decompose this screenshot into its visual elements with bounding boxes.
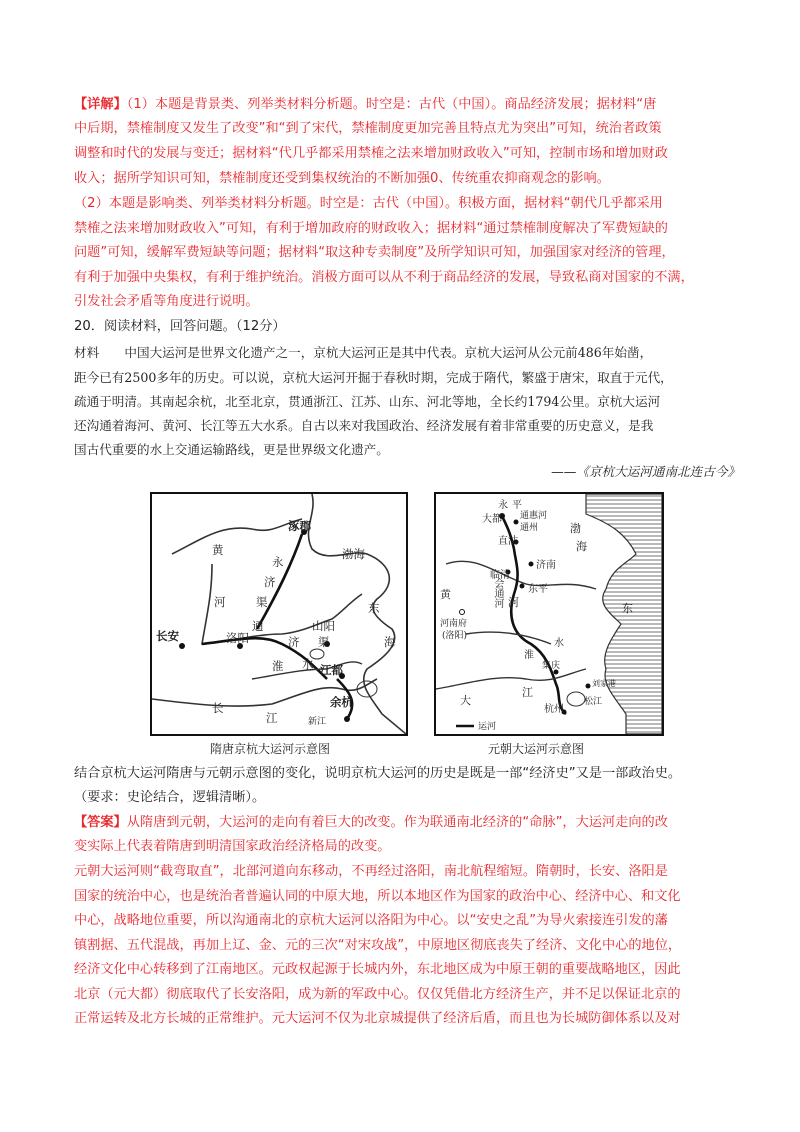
map1-label-qu2: 渠 [318, 635, 330, 649]
map1-label-ji: 济 [264, 575, 276, 589]
map1-label-yong: 永 [272, 555, 284, 569]
detail-line-1: 【详解】（1）本题是背景类、列举类材料分析题。时空是：古代（中国）。商品经济发展；据材料“唐 [74, 97, 657, 112]
map-yuan [434, 492, 664, 736]
map1-label-qu: 渠 [256, 595, 268, 609]
material-line-3: 疏通于明清。其南起余杭，北至北京，贯通浙江、江苏、山东、河北等地，全长约1794公里。京杭大运河 [74, 394, 661, 409]
answer-line-8: 北京（元大都）彻底取代了长安洛阳，成为新的军政中心。仅仅凭借北方经济生产，并不足以保证北京的 [74, 987, 681, 1002]
map2-label-shui: 水 [554, 638, 564, 649]
map2-label-huang: 黄 [440, 588, 451, 601]
map2-label-jiqing: 集庆 [542, 661, 561, 671]
material-source: ——《京杭大运河通南北连古今》 [551, 464, 740, 479]
answer-line-5: 中心，战略地位重要，所以沟通南北的京杭大运河以洛阳为中心。以“安史之乱”为导火索接连引发的藩 [74, 913, 668, 928]
detail-line-2: 中后期，禁榷制度又发生了改变”和“到了宋代，禁榷制度更加完善且特点尤为突出”可知，统治者政策 [74, 121, 662, 136]
map1-label-huai: 淮 [272, 659, 284, 673]
map2-legend-canal: 运河 [478, 722, 497, 732]
map2-label-hai: 海 [576, 540, 587, 553]
map1-label-hai: 海 [384, 635, 396, 649]
map2-label-bo: 渤 [570, 522, 581, 535]
detail-line-8: 有利于加强中央集权，有利于维护统治。消极方面可以从不利于商品经济的发展，导致私商对国家的不满， [74, 270, 694, 285]
map2-label-tongzhou: 通州 [520, 523, 539, 533]
map2-label-linqing: 临清 [490, 570, 510, 581]
detail-line-6: 禁榷之法来增加财政收入”可知，有利于增加政府的财政收入；据材料“通过禁榷制度解决了军费短缺的 [74, 221, 668, 236]
answer-line-3: 元朝大运河则“截弯取直”，北部河道向东移动，不再经过洛阳，南北航程缩短。隋朝时，长安、洛阳是 [74, 864, 668, 879]
question-title: 20．阅读材料，回答问题。（12分） [74, 319, 286, 334]
map2-label-henanfu: 河南府 [440, 619, 468, 629]
map1-label-huang: 黄 [212, 543, 224, 557]
map1-label-ji2: 济 [288, 635, 300, 649]
detail-line-7: 问题”可知，缓解军费短缺等问题；据材料“取这种专卖制度”及所学知识可知，加强国家对经济的管理， [74, 245, 675, 260]
map1-label-xinjiang: 新江 [308, 717, 327, 727]
material-line-4: 还沟通着海河、黄河、长江等五大水系。自古以来对我国政治、经济发展有着非常重要的历史意义，是我 [74, 418, 654, 433]
map2-label-dadu: 大都 [482, 514, 502, 525]
map2-label-luoyang: (洛阳) [442, 631, 468, 641]
map1-label-yuhang: 余杭 [330, 695, 353, 709]
map1-label-shui: 水 [302, 657, 314, 671]
map2-label-yong: 永 [498, 500, 508, 511]
map1-label-jiangdu: 江都 [320, 663, 343, 677]
answer-line-1: 【答案】从隋唐到元朝，大运河的走向有着巨大的改变。作为联通南北经济的“命脉”，大运河走向的改 [74, 815, 668, 830]
detail-line-3: 调整和时代的发展与变迁；据材料“代几乎都采用禁榷之法来增加财政收入”可知，控制市场和增加财政 [74, 146, 668, 161]
map1-label-he: 河 [214, 595, 226, 609]
map2-label-tonghui: 通惠河 [520, 511, 548, 521]
map2-label-da: 大 [460, 694, 471, 707]
map1-label-changan: 长安 [156, 629, 179, 643]
map1-label-dong: 东 [368, 601, 380, 615]
map1-label-jiang: 江 [266, 711, 278, 725]
map2-label-huitong: 会通河 [492, 578, 503, 608]
detail-line-5: （2）本题是影响类、列举类材料分析题。时空是：古代（中国）。积极方面，据材料“朝代几乎都采用 [74, 196, 663, 211]
map2-caption: 元朝大运河示意图 [488, 742, 585, 756]
map2-label-he: 河 [508, 596, 519, 609]
detail-tag: 【详解】 [74, 97, 127, 112]
map1-caption: 隋唐京杭大运河示意图 [210, 742, 331, 756]
map2-label-jiang: 江 [522, 686, 533, 699]
question-prompt-2: （要求：史论结合，逻辑清晰）。 [74, 790, 266, 805]
map2-label-zhigu: 直沽 [498, 536, 518, 547]
answer-line-4: 国家的统治中心，也是统治者普遍认同的中原大地，所以本地区作为国家的政治中心、经济中心、和文化 [74, 889, 681, 904]
map2-label-jinan: 济南 [536, 560, 556, 571]
answer-tag: 【答案】 [74, 815, 127, 830]
answer-line-9: 正常运转及北方长城的正常维护。元大运河不仅为北京城提供了经济后盾，而且也为长城防御体系以及对 [74, 1011, 681, 1026]
map2-label-dong: 东 [622, 602, 633, 615]
map2-label-liujiagang: 刘家港 [592, 679, 616, 688]
map2-label-hangzhou: 杭州 [544, 704, 564, 715]
material-line-5: 国古代重要的水上交通运输路线，更是世界级文化遗产。 [74, 442, 389, 457]
detail-line-9: 引发社会矛盾等角度进行说明。 [74, 294, 259, 309]
map1-label-shanyang: 山阳 [312, 619, 335, 633]
material-line-2: 距今已有2500多年的历史。可以说，京杭大运河开掘于春秋时期，完成于隋代，繁盛于唐宋，取直于元代， [74, 370, 673, 385]
answer-line-7: 经济文化中心转移到了江南地区。元政权起源于长城内外，东北地区成为中原王朝的重要战略地区，因此 [74, 962, 681, 977]
question-prompt-1: 结合京杭大运河隋唐与元朝示意图的变化，说明京杭大运河的历史是既是一部“经济史”又是一部政治史。 [74, 766, 682, 781]
map-sui-tang [150, 492, 408, 736]
answer-line-2: 变实际上代表着隋唐到明清国家政治经济格局的改变。 [74, 839, 391, 854]
map2-label-songjiang: 松江 [584, 697, 603, 707]
detail-line-4: 收入；据所学知识可知，禁榷制度还受到集权统治的不断加强0、传统重农抑商观念的影响。 [74, 171, 610, 186]
map2-label-ping: 平 [512, 500, 522, 511]
map2-label-dongping: 东平 [528, 584, 548, 595]
map1-label-bohai: 渤海 [342, 547, 365, 561]
map1-label-luoyang: 洛阳 [226, 631, 249, 645]
map2-label-huai: 淮 [524, 650, 534, 661]
material-line-1: 材料 中国大运河是世界文化遗产之一，京杭大运河正是其中代表。京杭大运河从公元前486年始凿， [74, 345, 653, 360]
answer-line-6: 镇割据、五代混战，再加上辽、金、元的三次“对宋攻战”，中原地区彻底丧失了经济、文化中心的地位， [74, 938, 682, 953]
map1-label-tong: 通 [252, 619, 264, 633]
map1-label-zhuojun: 涿郡 [288, 519, 311, 533]
map1-label-chang: 长 [212, 701, 224, 715]
